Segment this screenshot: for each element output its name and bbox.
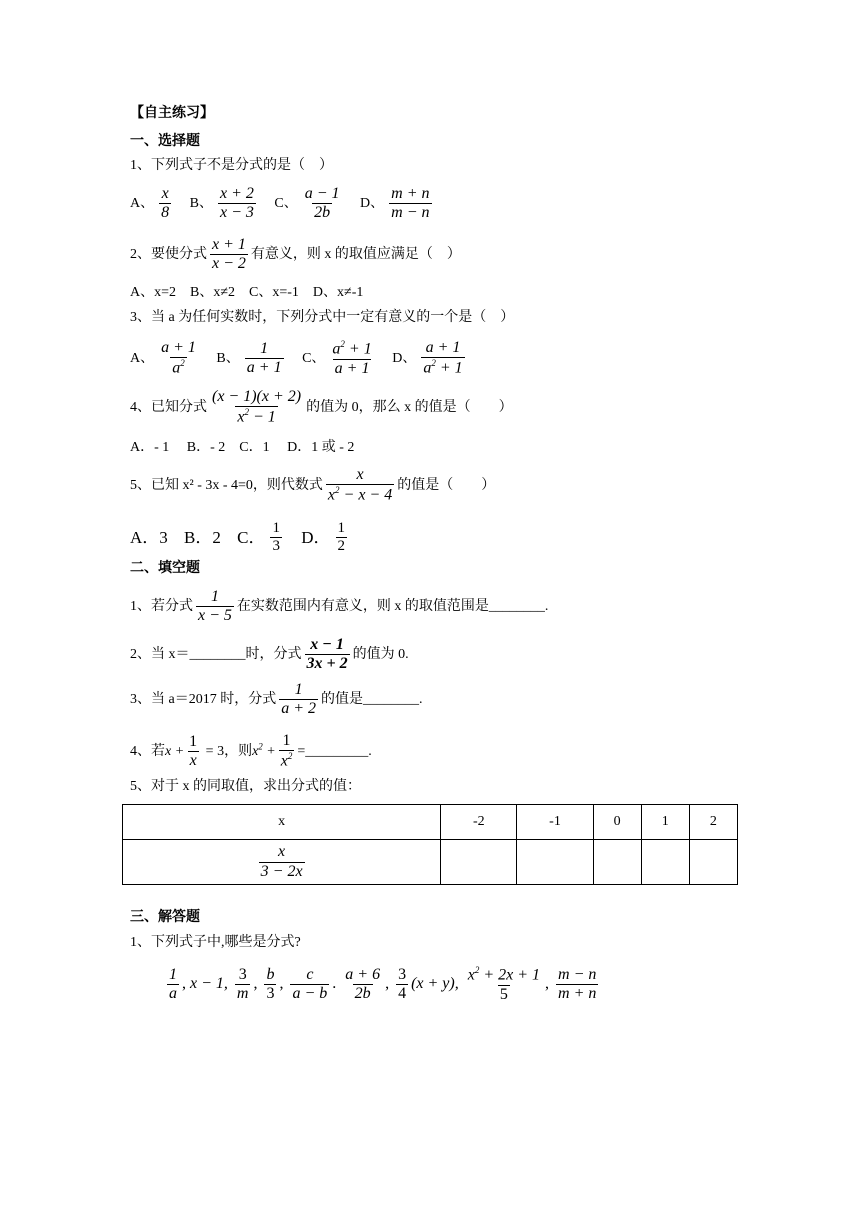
table-header-cell: 1 xyxy=(641,805,689,840)
table-cell[interactable] xyxy=(441,840,517,885)
table-header-cell: 0 xyxy=(593,805,641,840)
question-2-options: A、x=2 B、x≠2 C、x=-1 D、x≠-1 xyxy=(130,285,364,300)
values-table xyxy=(122,804,738,885)
question-4: 4、已知分式 $\frac{(x - 1)(x + 2)}{x^2 - 1}$ 的值为 0，那么 x 的值是（ ） xyxy=(130,388,513,426)
section-title-fill: 二、填空题 xyxy=(130,560,200,576)
table-row-label: $\frac{x}{3 - 2x}$ xyxy=(123,840,441,885)
fill-3: 3、当 a＝2017 时，分式 $\frac{1}{a + 2}$ 的值是________. xyxy=(130,681,423,718)
section-header: 【自主练习】 xyxy=(130,105,214,121)
table-header-cell: 2 xyxy=(689,805,737,840)
question-4-options: A．- 1 B．- 2 C．1 D．1 或 - 2 xyxy=(130,440,355,455)
question-1: 1、下列式子不是分式的是（ ） xyxy=(130,158,333,173)
table-header-cell: -1 xyxy=(517,805,593,840)
table-cell[interactable] xyxy=(641,840,689,885)
solve-1: 1、下列式子中,哪些是分式? xyxy=(130,935,301,950)
question-5-options: A．3 B．2 C． 1 3 D． 1 2 xyxy=(130,520,345,555)
table-cell[interactable] xyxy=(689,840,737,885)
fill-1: 1、若分式 $\frac{1}{x - 5}$ 在实数范围内有意义，则 x 的取值范围是________. xyxy=(130,588,549,625)
section-title-choice: 一、选择题 xyxy=(130,133,200,149)
question-3: 3、当 a 为任何实数时，下列分式中一定有意义的一个是（ ） xyxy=(130,310,515,325)
question-1-options: A、 x 8 B、 x + 2 x − 3 C、 a − 1 2b D、 m + n m − n xyxy=(130,185,430,222)
question-3-options: A、 a + 1 $a^2$ B、 1 a + 1 C、 $a^2 + 1$ a + 1 D、 a + 1 $a^2 + 1$ xyxy=(130,339,463,377)
table-header-cell: x xyxy=(123,805,441,840)
fill-5: 5、对于 x 的同取值，求出分式的值： xyxy=(130,779,361,794)
table-cell[interactable] xyxy=(517,840,593,885)
fill-2: 2、当 x＝________时，分式 $\frac{x - 1}{3x + 2}$ 的值为 0. xyxy=(130,636,409,673)
expression-list: $\frac{1}{a}$ , x − 1, $\frac{3}{m}$ , $\frac{b}{3}$ , $\frac{c}{a - b}$ . $\frac{a + 6}{2b}$ , $\frac{3}{4}$ (x + y), $\frac{x^2 + 2x + 1}{5}$ , $\frac{m - n}{m + n}$ xyxy=(169,965,597,1003)
table-cell[interactable] xyxy=(593,840,641,885)
question-5: 5、已知 x² - 3x - 4=0，则代数式 $\frac{x}{x^2 - x - 4}$ 的值是（ ） xyxy=(130,466,496,504)
table-header-cell: -2 xyxy=(441,805,517,840)
fill-4: 4、若x + $\frac{1}{x}$ = 3，则$x^2$ + $\frac{1}{x^2}$ =_________. xyxy=(130,732,372,770)
question-2: 2、要使分式 $\frac{x + 1}{x - 2}$ 有意义，则 x 的取值应满足（ ） xyxy=(130,236,461,273)
section-title-answer: 三、解答题 xyxy=(130,909,200,925)
